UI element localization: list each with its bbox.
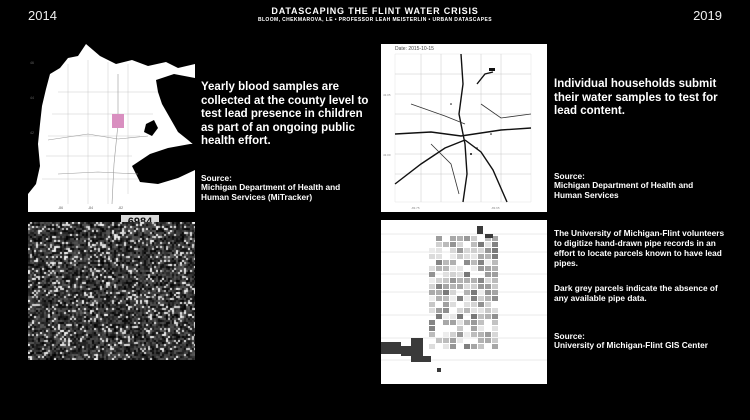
- flint-household-map: [381, 44, 547, 212]
- blood-sample-description: Yearly blood samples are collected at the county level to test lead presence in children as part of an ongoing public health effort.: [201, 81, 369, 147]
- household-sample-description: Individual households submit their water samples to test for lead content.: [554, 78, 718, 117]
- noise-canvas: [28, 222, 195, 360]
- svg-text:46: 46: [30, 61, 34, 65]
- no-data-note: Dark grey parcels indicate the absence of any available pipe data.: [554, 283, 718, 303]
- parcel-grid-graphic: [381, 220, 547, 384]
- pipe-records-description: The University of Michigan-Flint volunteers to digitize hand-drawn pipe records in an effort to locate parcels known to have lead pipes.: [554, 228, 725, 268]
- blood-source-name: Michigan Department of Health and Human Services (MiTracker): [201, 182, 341, 202]
- michigan-map-graphic: [28, 44, 195, 212]
- map-date-label: Date: 2015-10-15: [395, 46, 434, 52]
- highlighted-county: [112, 114, 124, 128]
- page-title: DATASCAPING THE FLINT WATER CRISIS: [271, 6, 479, 16]
- svg-text:43.05: 43.05: [383, 93, 391, 97]
- svg-text:44: 44: [30, 96, 34, 100]
- blood-source-label: Source:: [201, 173, 232, 183]
- household-source-name: Michigan Department of Health and Human Services: [554, 180, 694, 200]
- gis-source-label: Source:: [554, 331, 585, 341]
- gis-source-name: University of Michigan-Flint GIS Center: [554, 340, 708, 350]
- svg-text:-82: -82: [118, 206, 124, 210]
- blood-sample-noise-grid: [28, 222, 195, 360]
- page-subtitle: BLOOM, CHEKMAROVA, LE • PROFESSOR LEAH MEISTERLIN • URBAN DATASCAPES: [257, 17, 493, 23]
- page-header: [0, 6, 750, 23]
- svg-text:42: 42: [30, 131, 34, 135]
- year-end-label: 2019: [693, 8, 722, 23]
- svg-text:-86: -86: [58, 206, 64, 210]
- michigan-county-map: [28, 44, 195, 212]
- svg-text:-84: -84: [88, 206, 94, 210]
- year-start-label: 2014: [28, 8, 57, 23]
- svg-text:-83.65: -83.65: [491, 206, 500, 210]
- svg-text:43.00: 43.00: [383, 153, 391, 157]
- pipe-records-parcel-map: [381, 220, 547, 384]
- svg-text:-83.75: -83.75: [411, 206, 420, 210]
- household-source-label: Source:: [554, 171, 585, 181]
- flint-street-map-graphic: [381, 44, 547, 212]
